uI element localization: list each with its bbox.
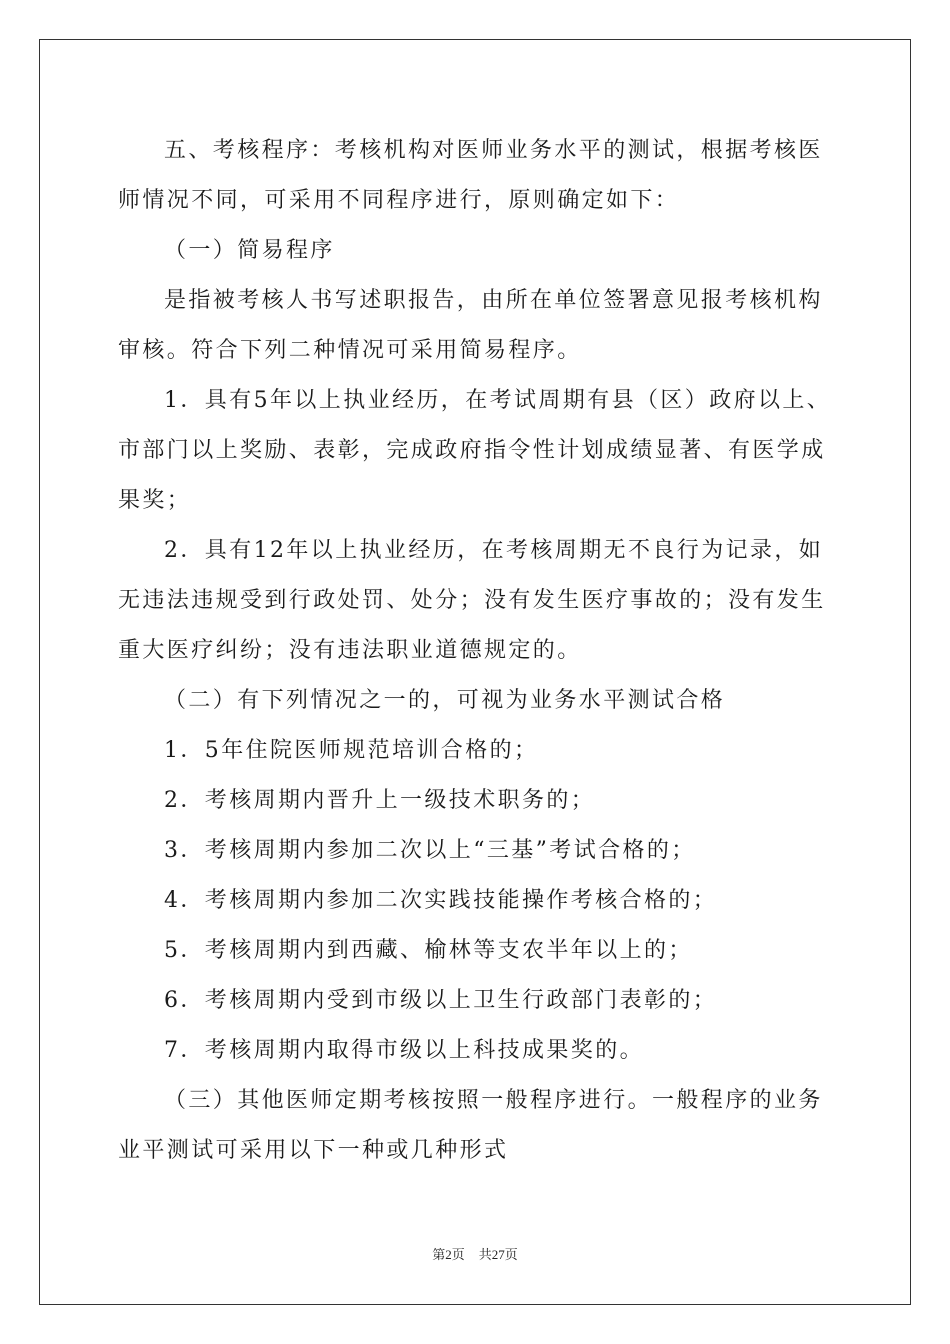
list-item-4: 4．考核周期内参加二次实践技能操作考核合格的； xyxy=(164,888,718,913)
list-item-5: 5．考核周期内到西藏、榆林等支农半年以上的； xyxy=(164,938,693,963)
paragraph-simple-procedure-heading: （一）简易程序 xyxy=(164,238,335,263)
list-item-3: 3．考核周期内参加二次以上“三基”考试合格的； xyxy=(164,838,696,863)
paragraph-qualified-heading: （二）有下列情况之一的，可视为业务水平测试合格 xyxy=(164,688,726,713)
document-body xyxy=(118,126,834,1176)
paragraph-general-procedure: （三）其他医师定期考核按照一般程序进行。一般程序的业务业平测试可采用以下一种或几种形式 xyxy=(118,1088,823,1163)
list-item-1: 1．5年住院医师规范培训合格的； xyxy=(164,738,539,763)
list-item-6: 6．考核周期内受到市级以上卫生行政部门表彰的； xyxy=(164,988,718,1013)
paragraph-condition-1: 1．具有5年以上执业经历，在考试周期有县（区）政府以上、市部门以上奖励、表彰，完成政府指令性计划成绩显著、有医学成果奖； xyxy=(118,388,832,513)
paragraph-condition-2: 2．具有12年以上执业经历，在考核周期无不良行为记录，如无违法违规受到行政处罚、处分；没有发生医疗事故的；没有发生重大医疗纠纷；没有违法职业道德规定的。 xyxy=(118,538,826,663)
total-pages: 共27页 xyxy=(478,1247,518,1262)
page-footer xyxy=(0,1244,950,1263)
page-number: 第2页 xyxy=(432,1247,465,1262)
list-item-2: 2．考核周期内晋升上一级技术职务的； xyxy=(164,788,596,813)
paragraph-simple-procedure-desc: 是指被考核人书写述职报告，由所在单位签署意见报考核机构审核。符合下列二种情况可采用简易程序。 xyxy=(118,288,823,363)
list-item-7: 7．考核周期内取得市级以上科技成果奖的。 xyxy=(164,1038,644,1063)
paragraph-section-five: 五、考核程序：考核机构对医师业务水平的测试，根据考核医师情况不同，可采用不同程序进行，原则确定如下： xyxy=(118,138,823,213)
